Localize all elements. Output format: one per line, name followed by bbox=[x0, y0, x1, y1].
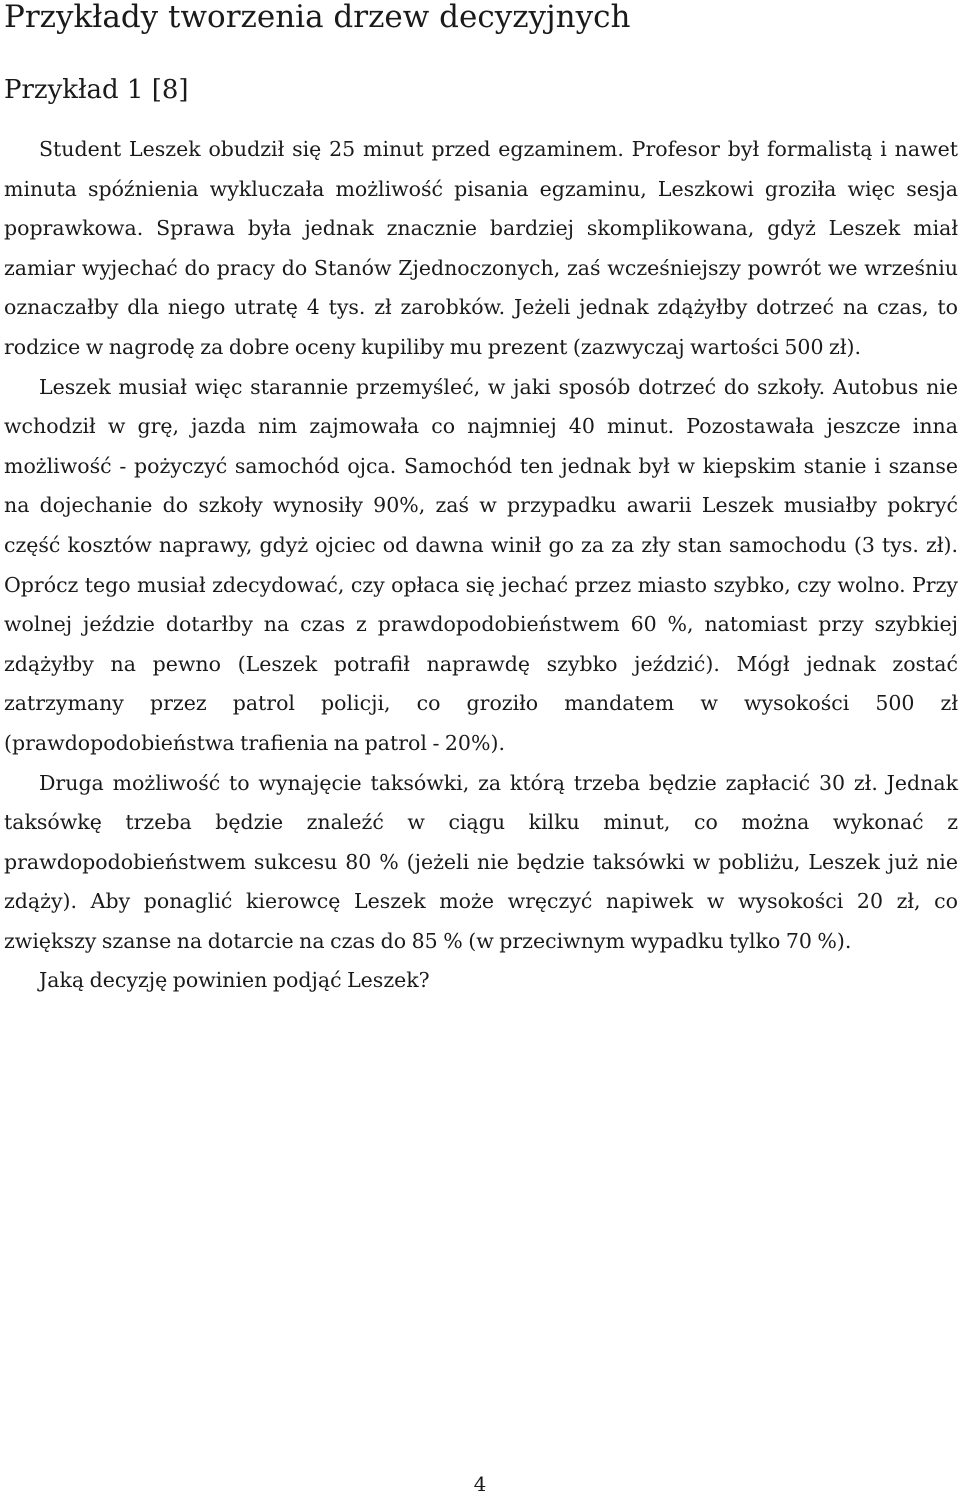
page-number: 4 bbox=[473, 1472, 487, 1496]
paragraph-question: Jaką decyzję powinien podjąć Leszek? bbox=[39, 968, 430, 993]
paragraph-car-option: Leszek musiał więc starannie przemyśleć, w jaki sposób dotrzeć do szkoły. Autobus nie wchodził w grę, jazda nim zajmowała co najmniej 40 minut. Pozostawała jeszcze inna możliwość - pożyczyć samochód ojca. Samochód ten jednak był w kiepskim stanie i szanse na dojechanie do szkoły wynosiły 90%, zaś w przypadku awarii Leszek musiałby pokryć część kosztów naprawy, gdyż ojciec od dawna winił go za za zły stan samochodu (3 tys. zł). Oprócz tego musiał zdecydować, czy opłaca się jechać przez miasto szybko, czy wolno. Przy wolnej jeździe dotarłby na czas z prawdopodobieństwem 60 %, natomiast przy szybkiej zdążyłby na pewno (Leszek potrafił naprawdę szybko jeździć). Mógł jednak zostać zatrzymany przez patrol policji, co groziło mandatem w wysokości 500 zł (prawdopodobieństwa trafienia na patrol - 20%). bbox=[4, 374, 958, 755]
section-title: Przykłady tworzenia drzew decyzyjnych bbox=[4, 0, 631, 35]
paragraph-taxi-option: Druga możliwość to wynajęcie taksówki, za którą trzeba będzie zapłacić 30 zł. Jednak taksówkę trzeba będzie znaleźć w ciągu kilku minut, co można wykonać z prawdopodobieństwem sukcesu 80 % (jeżeli nie będzie taksówki w pobliżu, Leszek już nie zdąży). Aby ponaglić kierowcę Leszek może wręczyć napiwek w wysokości 20 zł, co zwiększy szanse na dotarcie na czas do 85 % (w przeciwnym wypadku tylko 70 %). bbox=[4, 770, 958, 953]
subsection-title: Przykład 1 [8] bbox=[4, 75, 189, 105]
body-text bbox=[4, 130, 958, 1001]
paragraph-intro: Student Leszek obudził się 25 minut przed egzaminem. Profesor był formalistą i nawet minuta spóźnienia wykluczała możliwość pisania egzaminu, Leszkowi groziła więc sesja poprawkowa. Sprawa była jednak znacznie bardziej skomplikowana, gdyż Leszek miał zamiar wyjechać do pracy do Stanów Zjednoczonych, zaś wcześniejszy powrót we wrześniu oznaczałby dla niego utratę 4 tys. zł zarobków. Jeżeli jednak zdążyłby dotrzeć na czas, to rodzice w nagrodę za dobre oceny kupiliby mu prezent (zazwyczaj wartości 500 zł). bbox=[4, 137, 958, 359]
